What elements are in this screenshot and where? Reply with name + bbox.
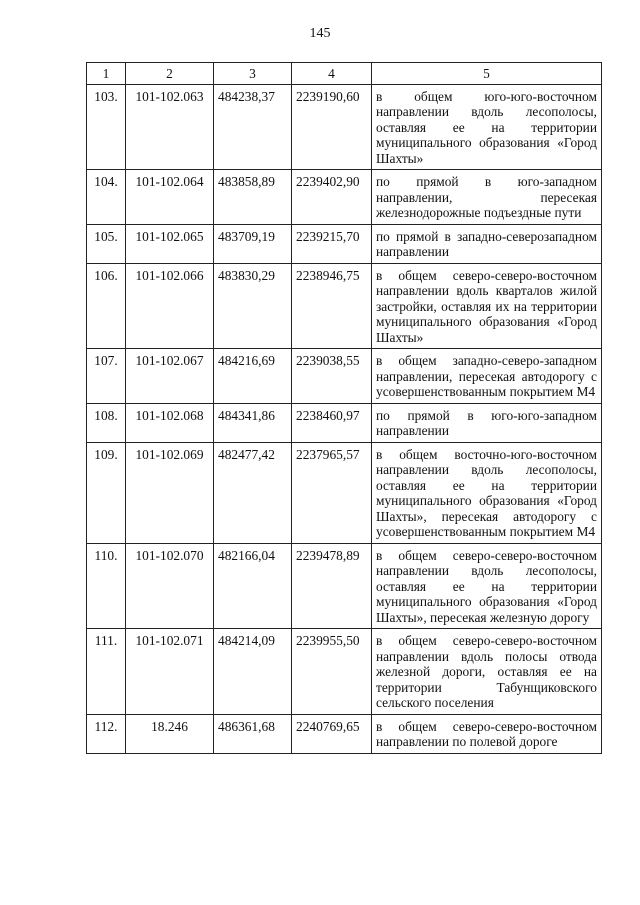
table-body bbox=[87, 84, 602, 753]
coordinate-x: 484238,37 bbox=[214, 84, 292, 170]
row-number: 105. bbox=[87, 224, 126, 263]
row-number: 103. bbox=[87, 84, 126, 170]
boundary-table bbox=[86, 62, 602, 754]
point-code: 101-102.071 bbox=[126, 629, 214, 715]
boundary-description: в общем восточно-юго-восточном направлении вдоль лесополосы, оставляя ее на территории муниципального образования «Город Шахты», пересекая автодорогу с усовершенствованным покрытием М4 bbox=[372, 442, 602, 543]
boundary-description: по прямой в юго-юго-западном направлении bbox=[372, 403, 602, 442]
coordinate-x: 482477,42 bbox=[214, 442, 292, 543]
point-code: 101-102.070 bbox=[126, 543, 214, 629]
coordinate-x: 486361,68 bbox=[214, 714, 292, 753]
coordinate-y: 2239215,70 bbox=[292, 224, 372, 263]
boundary-description: в общем северо-северо-восточном направлении вдоль кварталов жилой застройки, оставляя их на территории муниципального образования «Город Шахты» bbox=[372, 263, 602, 349]
row-number: 112. bbox=[87, 714, 126, 753]
boundary-description: в общем северо-северо-восточном направлении по полевой дороге bbox=[372, 714, 602, 753]
coordinate-y: 2239038,55 bbox=[292, 349, 372, 404]
boundary-description: в общем северо-северо-восточном направлении вдоль лесополосы, оставляя ее на территории муниципального образования «Город Шахты», пересекая железную дорогу bbox=[372, 543, 602, 629]
coordinate-y: 2238946,75 bbox=[292, 263, 372, 349]
coordinate-x: 484216,69 bbox=[214, 349, 292, 404]
table-row bbox=[87, 84, 602, 170]
header-col-4: 4 bbox=[292, 63, 372, 85]
coordinate-y: 2239190,60 bbox=[292, 84, 372, 170]
point-code: 101-102.063 bbox=[126, 84, 214, 170]
row-number: 107. bbox=[87, 349, 126, 404]
header-col-3: 3 bbox=[214, 63, 292, 85]
coordinate-x: 484214,09 bbox=[214, 629, 292, 715]
table-row bbox=[87, 714, 602, 753]
row-number: 106. bbox=[87, 263, 126, 349]
coordinate-x: 483858,89 bbox=[214, 170, 292, 225]
row-number: 110. bbox=[87, 543, 126, 629]
boundary-description: по прямой в юго-западном направлении, пересекая железнодорожные подъездные пути bbox=[372, 170, 602, 225]
coordinate-x: 483709,19 bbox=[214, 224, 292, 263]
boundary-description: в общем западно-северо-западном направлении, пересекая автодорогу с усовершенствованным покрытием М4 bbox=[372, 349, 602, 404]
coordinate-y: 2239402,90 bbox=[292, 170, 372, 225]
coordinate-x: 482166,04 bbox=[214, 543, 292, 629]
table-row bbox=[87, 349, 602, 404]
coordinate-y: 2238460,97 bbox=[292, 403, 372, 442]
table-row bbox=[87, 442, 602, 543]
point-code: 101-102.066 bbox=[126, 263, 214, 349]
table-row bbox=[87, 263, 602, 349]
row-number: 108. bbox=[87, 403, 126, 442]
coordinate-y: 2237965,57 bbox=[292, 442, 372, 543]
boundary-description: по прямой в западно-северозападном направлении bbox=[372, 224, 602, 263]
coordinate-y: 2239955,50 bbox=[292, 629, 372, 715]
header-row bbox=[87, 63, 602, 85]
point-code: 18.246 bbox=[126, 714, 214, 753]
point-code: 101-102.064 bbox=[126, 170, 214, 225]
table-row bbox=[87, 170, 602, 225]
table-row bbox=[87, 629, 602, 715]
boundary-description: в общем северо-северо-восточном направлении вдоль полосы отвода железной дороги, оставляя ее на территории Табунщиковского сельского поселения bbox=[372, 629, 602, 715]
coordinate-x: 484341,86 bbox=[214, 403, 292, 442]
coordinate-y: 2240769,65 bbox=[292, 714, 372, 753]
header-col-5: 5 bbox=[372, 63, 602, 85]
page-number: 145 bbox=[309, 26, 331, 41]
coordinate-y: 2239478,89 bbox=[292, 543, 372, 629]
point-code: 101-102.065 bbox=[126, 224, 214, 263]
table-row bbox=[87, 224, 602, 263]
point-code: 101-102.068 bbox=[126, 403, 214, 442]
boundary-description: в общем юго-юго-восточном направлении вдоль лесополосы, оставляя ее на территории муниципального образования «Город Шахты» bbox=[372, 84, 602, 170]
coordinate-x: 483830,29 bbox=[214, 263, 292, 349]
row-number: 109. bbox=[87, 442, 126, 543]
row-number: 104. bbox=[87, 170, 126, 225]
table-row bbox=[87, 543, 602, 629]
point-code: 101-102.067 bbox=[126, 349, 214, 404]
header-col-2: 2 bbox=[126, 63, 214, 85]
header-col-1: 1 bbox=[87, 63, 126, 85]
table-row bbox=[87, 403, 602, 442]
row-number: 111. bbox=[87, 629, 126, 715]
point-code: 101-102.069 bbox=[126, 442, 214, 543]
